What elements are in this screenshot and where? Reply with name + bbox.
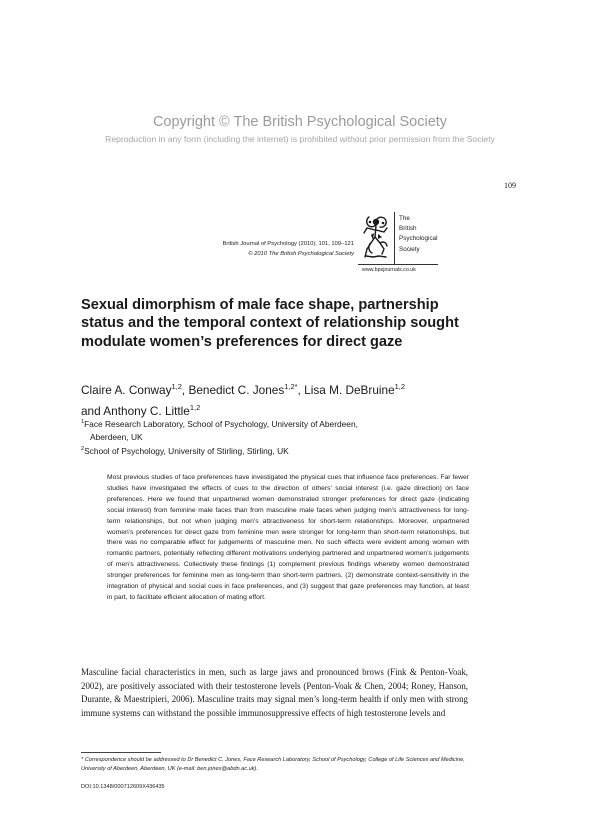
journal-copyright: © 2010 The British Psychological Society (248, 250, 354, 257)
affiliation-text: Face Research Laboratory, School of Psychology, University of Aberdeen, (84, 418, 358, 429)
affiliation-2 (81, 443, 441, 458)
society-name-line: British (399, 225, 417, 233)
author-affiliation-mark: 1,2 (189, 402, 201, 412)
author-line-1 (81, 378, 501, 399)
journal-website: www.bpsjournals.co.uk (362, 267, 416, 273)
journal-citation: British Journal of Psychology (2010), 101, 109–121 (222, 241, 354, 247)
author-separator: , (181, 382, 189, 397)
society-divider (394, 212, 395, 264)
correspondence-footnote: * Correspondence should be addressed to Dr Benedict C. Jones, Face Research Laboratory, School of Psychology, College of Life Sciences and Medicine, University of Aberdeen, Aberdeen, UK (e-mail: ben.jones@abdn.ac.uk). (81, 757, 465, 772)
footnote-rule (81, 752, 161, 753)
author-separator: , (297, 382, 305, 397)
author-name: and Anthony C. Little (81, 403, 190, 418)
body-paragraph: Masculine facial characteristics in men, such as large jaws and pronounced brows (Fink & Penton-Voak, 2002), are positively associated with their testosterone levels (Penton-Voak & Chen, 2004; Roney, Hanson, Durante, & Maestripieri, 2006). Masculine traits may signal men’s long-term health if only men with strong immune systems can withstand the possible immunosuppressive effects of high testosterone levels and (81, 667, 468, 719)
author-affiliation-mark: 1,2* (284, 382, 298, 391)
affiliation-1 (81, 416, 441, 444)
author-name: Lisa M. DeBruine (304, 382, 395, 397)
society-underline (358, 264, 438, 265)
author-name: Claire A. Conway (81, 382, 172, 397)
author-affiliation-mark: 1,2 (171, 382, 182, 391)
copyright-watermark: Copyright © The British Psychological Society (152, 114, 448, 130)
article-title: Sexual dimorphism of male face shape, partnership status and the temporal context of relationship sought modulate women’s preferences for direct gaze (81, 297, 459, 350)
author-list (81, 378, 501, 420)
society-name-line: Society (399, 245, 420, 253)
affiliation-text-continued: Aberdeen, UK (90, 432, 143, 442)
affiliation-text: School of Psychology, University of Stirling, Stirling, UK (84, 445, 289, 456)
reproduction-notice: Reproduction in any form (including the internet) is prohibited without prior permission from the Society (105, 134, 495, 144)
affiliation-number: 1 (81, 419, 85, 425)
doi: DOI:10.1348/000712609X436435 (81, 784, 165, 790)
society-name-line: Psychological (399, 235, 438, 243)
abstract: Most previous studies of face preferences have investigated the physical cues that influence face preferences. Far fewer studies have investigated the effects of cues to the direction of others’ social interest (i.e. gaze direction) on face preferences. Here we found that unpartnered women demonstrated stronger preferences for direct gaze (indicating social interest) from feminine male faces than from masculine male faces when judging men’s attractiveness for long-term relationships, but not when judging men’s attractiveness for short-term relationships. Moreover, unpartnered women’s preferences for direct gaze from feminine men were stronger for long-term than short-term relationships, but there was no comparable effect for judgements of masculine men. No such effects were evident among women with romantic partners, potentially reflecting different motivations underlying partnered and unpartnered women’s judgements of men’s attractiveness. Collectively these findings (1) complement previous findings whereby women demonstrated stronger preferences for feminine men as long-term than short-term partners, (2) demonstrate context-sensitivity in the integration of physical and social cues in face preferences, and (3) suggest that gaze preferences may function, at least in part, to facilitate efficient allocation of mating effort. (107, 474, 469, 601)
author-name: Benedict C. Jones (188, 382, 285, 397)
journal-citation-block (223, 240, 354, 259)
society-logo-icon (361, 213, 391, 261)
author-affiliation-mark: 1,2 (394, 382, 406, 391)
society-name-line: The (399, 215, 410, 222)
affiliation-number: 2 (81, 446, 85, 452)
society-name (399, 214, 438, 255)
page-number: 109 (504, 181, 516, 190)
